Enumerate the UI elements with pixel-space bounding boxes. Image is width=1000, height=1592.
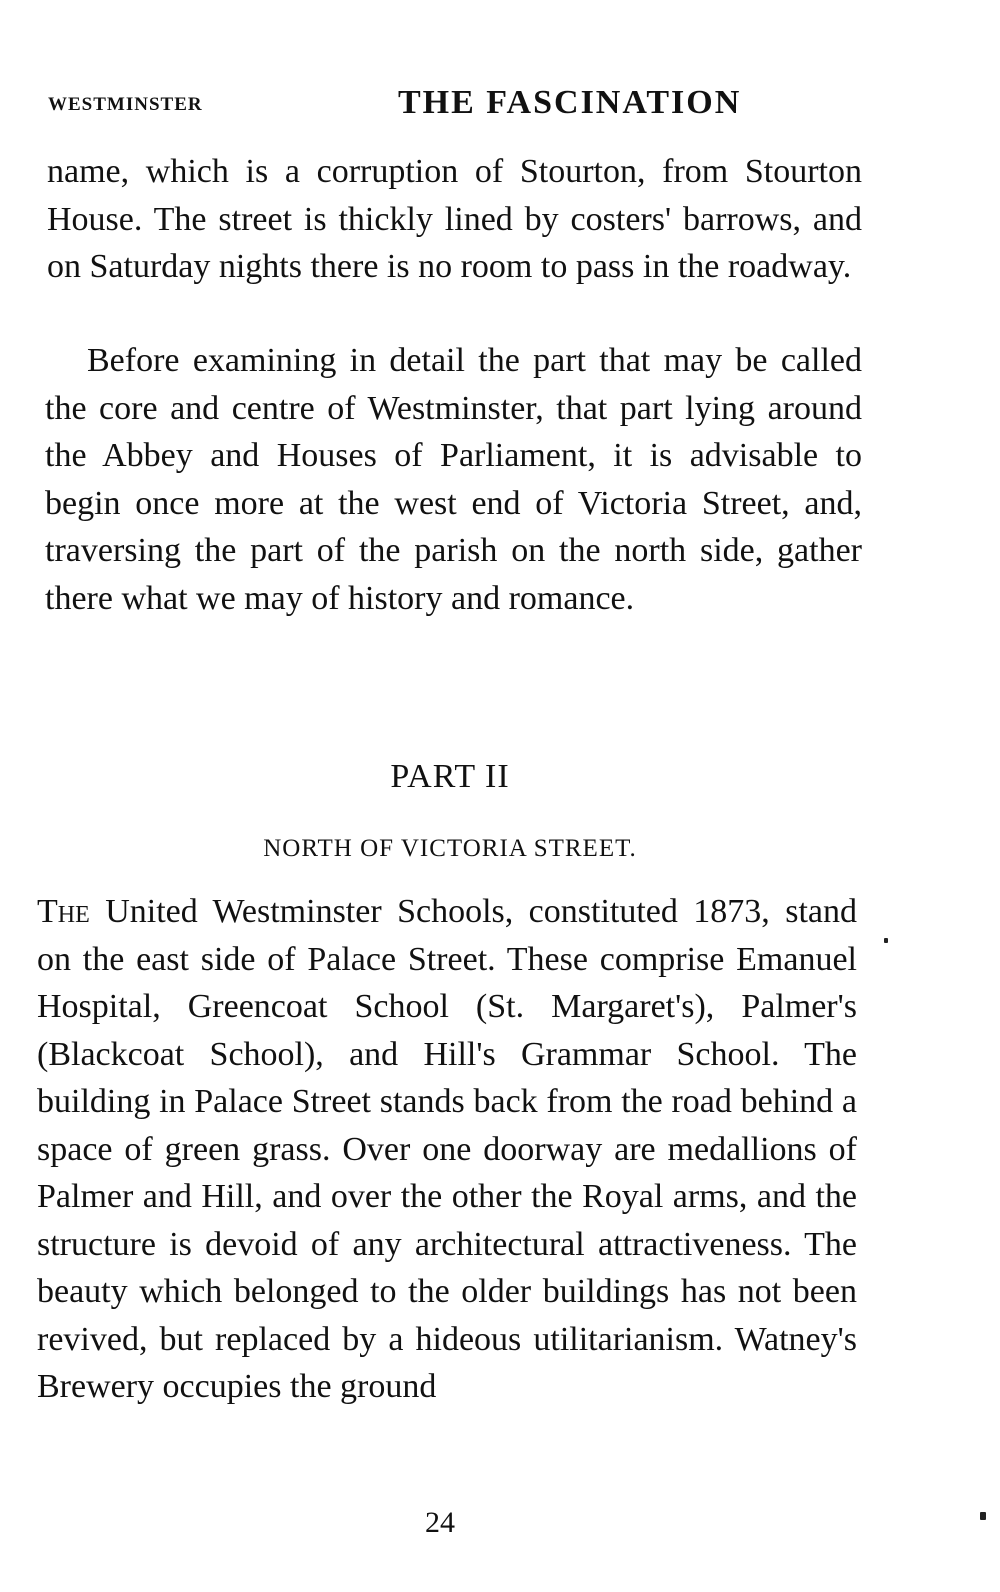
paragraph-lead-word: The: [37, 893, 90, 930]
print-speck: [884, 938, 888, 943]
running-head: [48, 84, 828, 124]
section-subheading: NORTH OF VICTORIA STREET.: [263, 835, 637, 862]
paragraph-continued: name, which is a corruption of Stourton, from Stourton House. The street is thickly lined by costers' barrows, and on Saturday nights there is no room to pass in the roadway.: [47, 153, 862, 285]
running-head-title: THE FASCINATION: [398, 84, 742, 121]
paragraph-body: United Westminster Schools, constituted 1873, stand on the east side of Palace Street. These comprise Emanuel Hospital, Greencoat School (St. Margaret's), Palmer's (Blackcoat School), and Hill's Grammar School. The building in Palace Street stands back from the road behind a space of green grass. Over one doorway are medallions of Palmer and Hill, and over the other the Royal arms, and the structure is devoid of any architectural attractiveness. The beauty which belonged to the older buildings has not been revived, but replaced by a hideous utilitarianism. Watney's Brewery occupies the ground: [37, 893, 857, 1405]
paragraph-united-schools: [37, 888, 857, 1411]
page-number: 24: [425, 1506, 455, 1539]
paragraph-before-examining: Before examining in detail the part that may be called the core and centre of Westminster, that part lying around the Abbey and Houses of Parliament, it is advisable to begin once more at the west end of Victoria Street, and, traversing the part of the parish on the north side, gather there what we may of history and romance.: [45, 342, 862, 617]
part-heading: PART II: [390, 758, 510, 795]
running-head-left: WESTMINSTER: [48, 94, 203, 115]
print-speck: [980, 1512, 986, 1520]
